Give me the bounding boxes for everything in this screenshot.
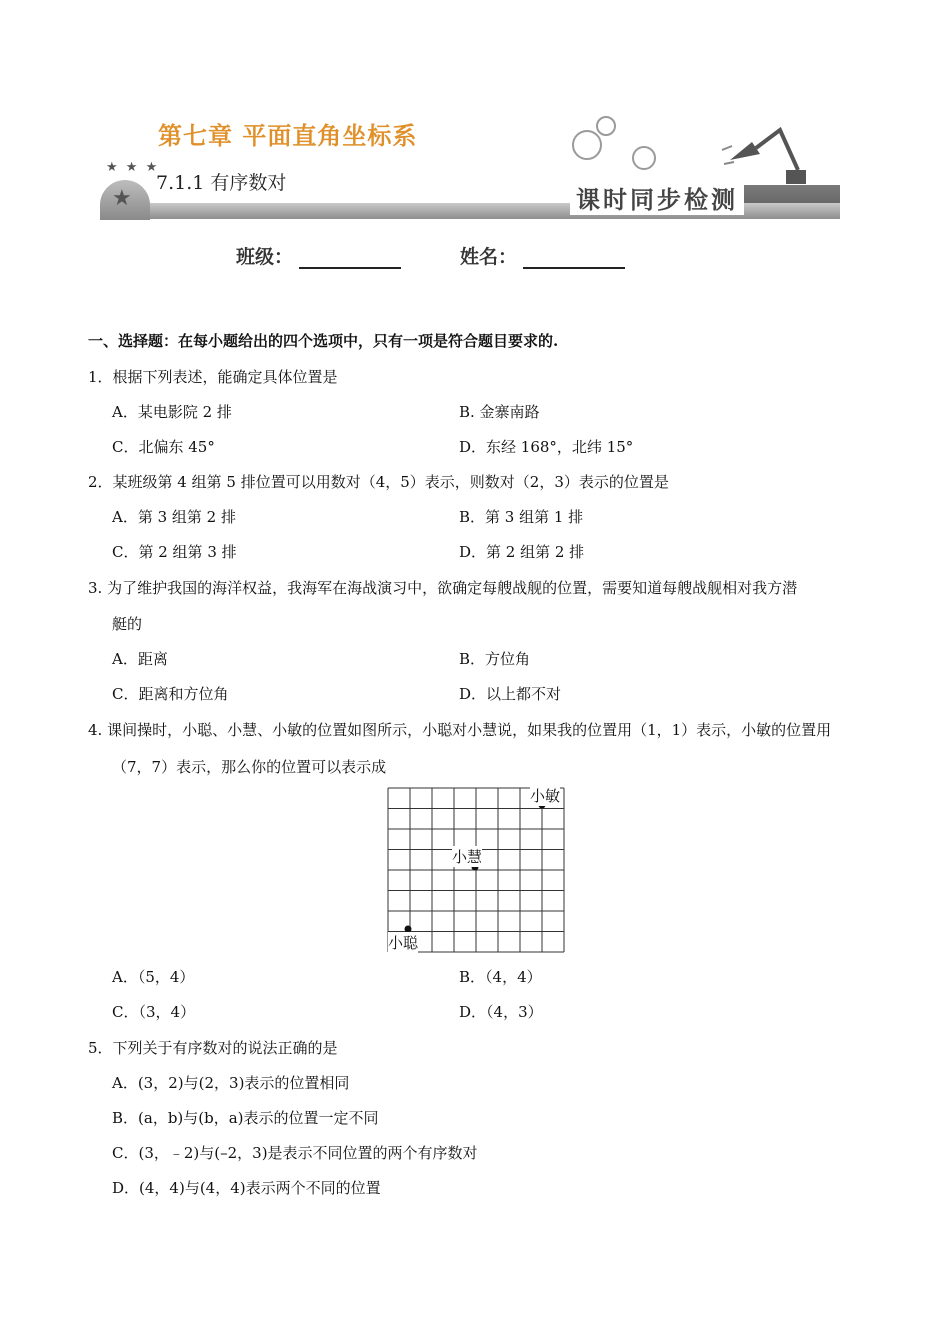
- q2-option-b: B．第 3 组第 1 排: [459, 508, 584, 526]
- banner-text: 课时同步检测: [570, 180, 744, 215]
- question-4-stem: 4. 课间操时，小聪、小慧、小敏的位置如图所示，小聪对小慧说，如果我的位置用（1，1）表示，小敏的位置用: [88, 721, 832, 739]
- q5-option-d: D．(4，4)与(4，4)表示两个不同的位置: [112, 1179, 381, 1197]
- name-blank[interactable]: [523, 249, 625, 269]
- q5-option-b: B．(a，b)与(b，a)表示的位置一定不同: [112, 1109, 379, 1127]
- q1-option-b: B. 金寨南路: [459, 403, 540, 421]
- bubble-decoration: [596, 116, 616, 136]
- q1-option-c: C．北偏东 45°: [112, 438, 215, 456]
- class-blank[interactable]: [299, 249, 401, 269]
- part-heading: 一、选择题：在每小题给出的四个选项中，只有一项是符合题目要求的.: [88, 332, 559, 350]
- grid-svg: [386, 786, 566, 954]
- q1-option-d: D．东经 168°，北纬 15°: [459, 438, 634, 456]
- q1-option-a: A．某电影院 2 排: [112, 403, 232, 421]
- bubble-decoration: [632, 146, 656, 170]
- question-3-stem: 3. 为了维护我国的海洋权益，我海军在海战演习中，欲确定每艘战舰的位置，需要知道每艘战舰相对我方潜: [88, 579, 798, 597]
- star-icon: ★: [112, 186, 132, 211]
- question-1-stem: 1．根据下列表述，能确定具体位置是: [88, 368, 338, 386]
- q5-option-c: C．(3，﹣2)与(–2，3)是表示不同位置的两个有序数对: [112, 1144, 478, 1162]
- xiaomin-label: 小敏: [530, 787, 561, 805]
- question-5-stem: 5．下列关于有序数对的说法正确的是: [88, 1039, 338, 1057]
- q2-option-a: A．第 3 组第 2 排: [112, 508, 236, 526]
- q2-option-d: D．第 2 组第 2 排: [459, 543, 585, 561]
- stars-icon: ★ ★ ★: [106, 160, 160, 175]
- question-3-stem-cont: 艇的: [112, 615, 143, 633]
- question-4-stem-cont: （7，7）表示，那么你的位置可以表示成: [112, 758, 387, 776]
- q4-option-d: D．（4，3）: [459, 1003, 543, 1021]
- bubble-decoration: [572, 130, 602, 160]
- name-label: 姓名：: [460, 246, 518, 268]
- section-title: 7.1.1 有序数对: [156, 172, 287, 194]
- q3-option-b: B．方位角: [459, 650, 531, 668]
- q4-option-c: C．（3，4）: [112, 1003, 196, 1021]
- q4-option-b: B．（4，4）: [459, 968, 542, 986]
- question-2-stem: 2．某班级第 4 组第 5 排位置可以用数对（4，5）表示，则数对（2，3）表示的位置是: [88, 473, 669, 491]
- q2-option-c: C．第 2 组第 3 排: [112, 543, 237, 561]
- position-grid-figure: [386, 786, 566, 954]
- q4-option-a: A．（5，4）: [112, 968, 195, 986]
- class-field: [236, 242, 401, 269]
- q3-option-a: A．距离: [112, 650, 168, 668]
- xiaocong-label: 小聪: [388, 934, 419, 952]
- xiaohui-label: 小慧: [452, 848, 483, 866]
- q3-option-d: D．以上都不对: [459, 685, 562, 703]
- q3-option-c: C．距离和方位角: [112, 685, 229, 703]
- name-field: [460, 242, 625, 269]
- class-label: 班级：: [236, 246, 294, 268]
- q5-option-a: A．(3，2)与(2，3)表示的位置相同: [112, 1074, 350, 1092]
- chapter-title: 第七章 平面直角坐标系: [158, 121, 418, 150]
